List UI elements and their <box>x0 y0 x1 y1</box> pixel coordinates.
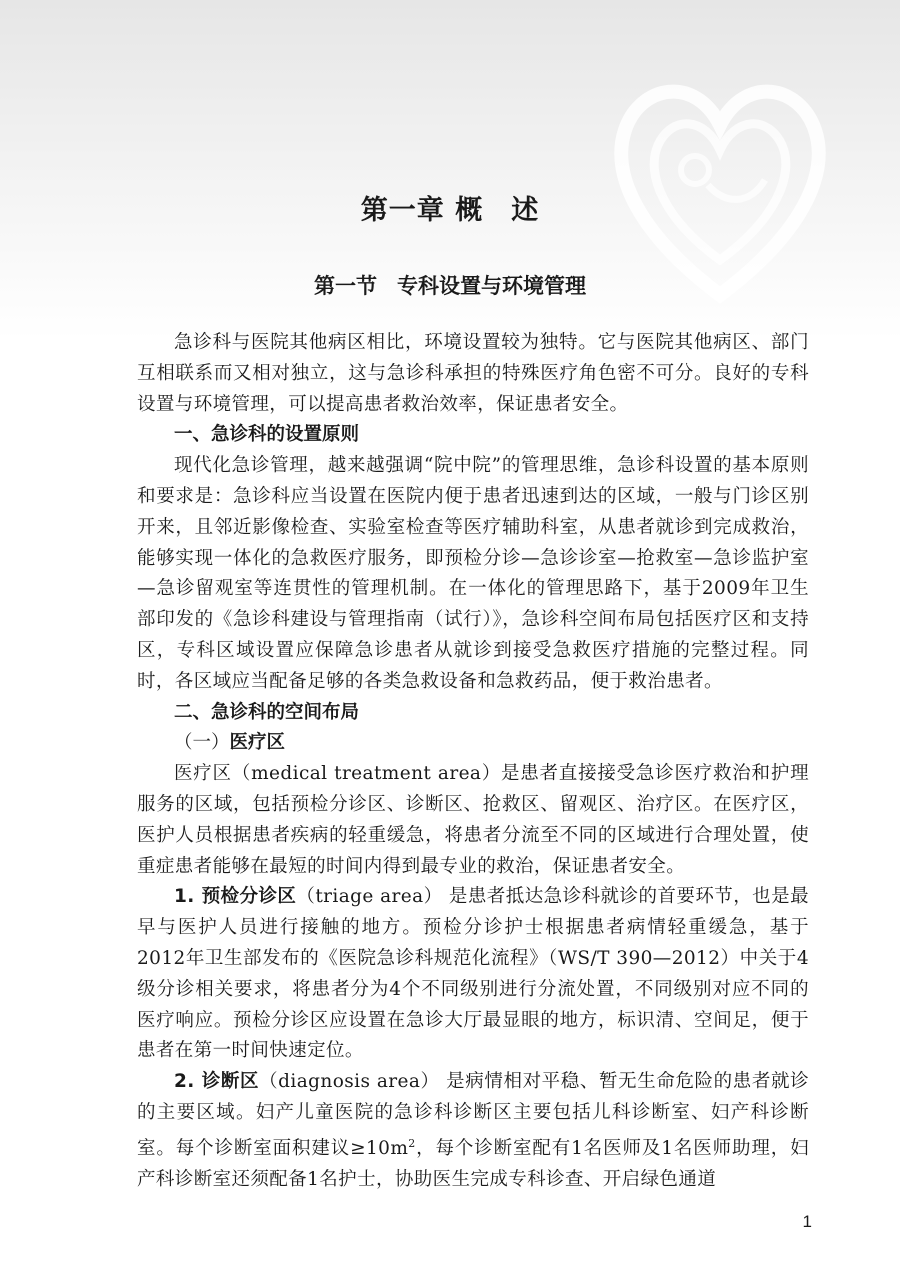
area-unit-superscript: 2 <box>408 1136 416 1150</box>
body-text <box>137 328 809 1195</box>
diagnosis-area-title: 2. 诊断区 <box>174 1071 260 1093</box>
chapter-title-right: 述 <box>511 195 540 226</box>
section-title <box>0 270 900 300</box>
diagnosis-area-paragraph <box>137 1067 809 1195</box>
chapter-title-left: 第一章 概 <box>360 195 484 226</box>
setup-principles-paragraph: 现代化急诊管理，越来越强调“院中院”的管理思维，急诊科设置的基本原则和要求是：急诊科应当设置在医院内便于患者迅速到达的区域，一般与门诊区别开来，且邻近影像检查、实验室检查等医疗辅助科室，从患者就诊到完成救治，能够实现一体化的急救医疗服务，即预检分诊—急诊诊室—抢救室—急诊监护室—急诊留观室等连贯性的管理机制。在一体化的管理思路下，基于2009年卫生部印发的《急诊科建设与管理指南（试行）》，急诊科空间布局包括医疗区和支持区，专科区域设置应保障急诊患者从就诊到接受急救医疗措施的完整过程。同时，各区域应当配备足够的各类急救设备和急救药品，便于救治患者。 <box>137 455 809 692</box>
intro-paragraph: 急诊科与医院其他病区相比，环境设置较为独特。它与医院其他病区、部门互相联系而又相对独立，这与急诊科承担的特殊医疗角色密不可分。良好的专科设置与环境管理，可以提高患者救治效率，保证患者安全。 <box>137 332 809 415</box>
triage-area-english: （triage area） <box>296 886 443 908</box>
diagnosis-area-english: （diagnosis area） <box>259 1071 440 1093</box>
subheading-medical-area <box>137 728 809 759</box>
section-number: 第一节 <box>314 274 377 298</box>
diagnosis-area-text-b: ，每个诊断室配有1名医师及1名医师助理，妇产科诊断室还须配备1名护士，协助医生完成专科诊查、开启绿色通道 <box>137 1137 809 1190</box>
triage-area-title: 1. 预检分诊区 <box>174 886 297 908</box>
medical-area-paragraph: 医疗区（medical treatment area）是患者直接接受急诊医疗救治和护理服务的区域，包括预检分诊区、诊断区、抢救区、留观区、治疗区。在医疗区，医护人员根据患者疾病的轻重缓急，将患者分流至不同的区域进行合理处置，使重症患者能够在最短的时间内得到最专业的救治，保证患者安全。 <box>137 763 809 877</box>
subheading-label: 医疗区 <box>229 732 286 754</box>
heading-spatial-layout: 二、急诊科的空间布局 <box>174 701 360 723</box>
subheading-prefix: （一） <box>174 732 230 754</box>
page-number: 1 <box>802 1212 812 1231</box>
section-name: 专科设置与环境管理 <box>397 274 586 298</box>
triage-area-text: 是患者抵达急诊科就诊的首要环节，也是最早与医护人员进行接触的地方。预检分诊护士根据患者病情轻重缓急，基于2012年卫生部发布的《医院急诊科规范化流程》（WS/T 390—2012）中关于4级分诊相关要求，将患者分为4个不同级别进行分流处置，不同级别对应不同的医疗响应。预检分诊区应设置在急诊大厅最显眼的地方，标识清、空间足，便于患者在第一时间快速定位。 <box>137 886 809 1062</box>
triage-area-paragraph <box>137 882 809 1067</box>
diagnosis-area-text-a: 是病情相对平稳、暂无生命危险的患者就诊的主要区域。妇产儿童医院的急诊科诊断区主要包括儿科诊断室、妇产科诊断室。每个诊断室面积建议≥10m <box>137 1071 809 1159</box>
chapter-title <box>0 188 900 227</box>
heading-setup-principles: 一、急诊科的设置原则 <box>174 424 360 446</box>
